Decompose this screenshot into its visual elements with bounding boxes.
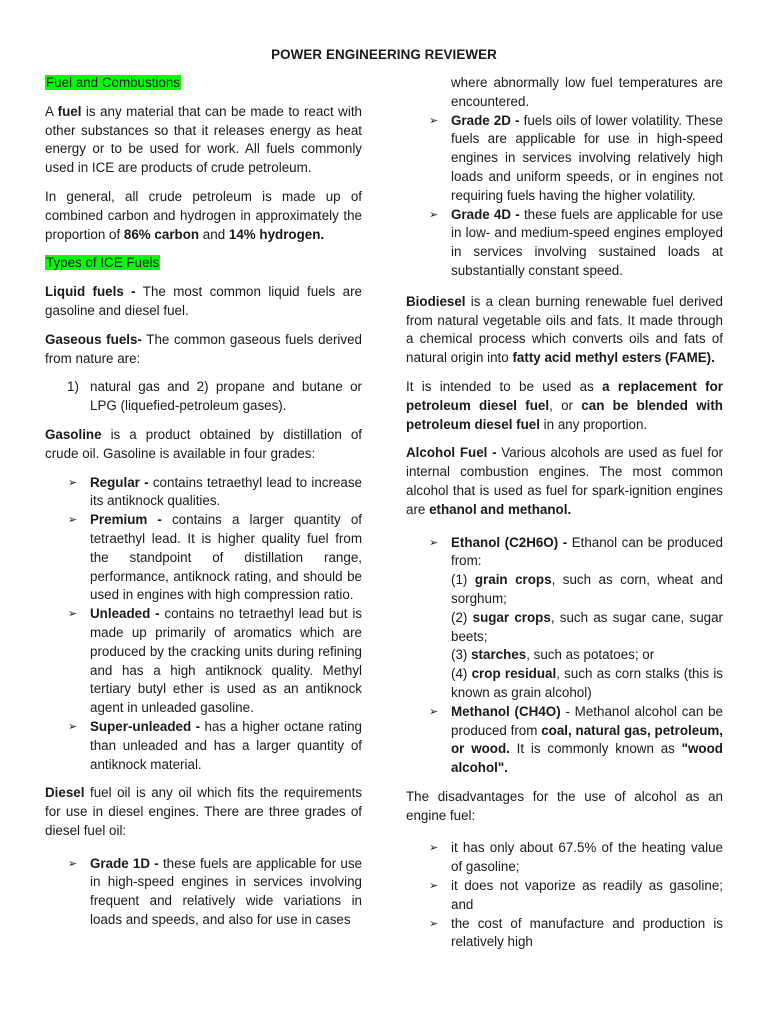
ethanol-source: (1) grain crops, such as corn, wheat and sorghum; xyxy=(451,572,723,606)
gasoline-paragraph: Gasoline is a product obtained by distillation of crude oil. Gasoline is available in four grades: xyxy=(45,426,362,461)
fuel-definition: A fuel is any material that can be made to react with other substances so that it releases energy as heat energy or to be used for work. All fuels commonly used in ICE are products of crude petroleum. xyxy=(45,103,362,176)
arrow-bullet-icon: ➢ xyxy=(68,608,78,621)
list-item-ethanol: ➢ Ethanol (C2H6O) - Ethanol can be produced from: (1) grain crops, such as corn, wheat and sorghum; (2) sugar crops, such as sugar cane, sugar beets; (3) starches, such as potatoes; or (4) crop residual, such as corn stalks (this is known as grain alcohol) xyxy=(406,534,723,703)
arrow-bullet-icon: ➢ xyxy=(68,476,78,489)
arrow-bullet-icon: ➢ xyxy=(429,705,439,718)
ethanol-source: (4) crop residual, such as corn stalks (this is known as grain alcohol) xyxy=(451,666,724,700)
arrow-bullet-icon: ➢ xyxy=(429,880,439,893)
section-heading: Fuel and Combustions xyxy=(46,75,180,90)
arrow-bullet-icon: ➢ xyxy=(429,114,439,127)
list-item: ➢ Grade 4D - these fuels are applicable for use in low- and medium-speed engines employed in services involving sustained loads at substantially constant speed. xyxy=(429,206,723,278)
list-item: ➢ Unleaded - contains no tetraethyl lead but is made up primarily of aromatics which are produced by the cracking units during refining and has a high antiknock quality. Methyl tertiary butyl ether is used as an antiknock agent in unleaded gasoline. xyxy=(68,606,362,716)
heading-fuel-and-combustions xyxy=(45,74,362,93)
list-item-continued: where abnormally low fuel temperatures are encountered. xyxy=(451,75,723,109)
diesel-grades-continued xyxy=(406,74,723,281)
list-item: ➢ Grade 1D - these fuels are applicable for use in high-speed engines in services involving frequent and relatively wide variations in loads and speeds, and also for use in cases xyxy=(68,855,362,928)
heading-types-of-ice-fuels xyxy=(45,254,362,273)
arrow-bullet-icon: ➢ xyxy=(429,536,439,549)
arrow-bullet-icon: ➢ xyxy=(429,917,439,930)
right-column xyxy=(406,74,723,962)
intended-use-paragraph: It is intended to be used as a replacement for petroleum diesel fuel, or can be blended with petroleum diesel fuel in any proportion. xyxy=(406,378,723,432)
left-column xyxy=(45,74,362,940)
term-fuel: fuel xyxy=(57,103,82,119)
arrow-bullet-icon: ➢ xyxy=(68,857,78,870)
gasoline-grades-list xyxy=(45,474,362,775)
list-item: ➢ Regular - contains tetraethyl lead to increase its antiknock qualities. xyxy=(68,474,362,509)
alcohol-fuel-paragraph: Alcohol Fuel - Various alcohols are used as fuel for internal combustion engines. The most common alcohol that is used as fuel for spark-ignition engines are ethanol and methanol. xyxy=(406,445,723,517)
alcohol-types-list xyxy=(406,534,723,778)
list-item: ➢ Super-unleaded - has a higher octane rating than unleaded and has a larger quantity of antiknock material. xyxy=(68,718,362,772)
disadvantages-intro: The disadvantages for the use of alcohol as an engine fuel: xyxy=(406,788,723,823)
diesel-paragraph: Diesel fuel oil is any oil which fits the requirements for use in diesel engines. There are three grades of diesel fuel oil: xyxy=(45,785,362,838)
list-item: ➢ Grade 2D - fuels oils of lower volatility. These fuels are applicable for use in high-speed engines in services involving relatively high loads and uniform speeds, or in engines not requiring fuels having the higher volatility. xyxy=(429,112,724,203)
list-item: ➢ it has only about 67.5% of the heating value of gasoline; xyxy=(429,840,723,875)
arrow-bullet-icon: ➢ xyxy=(429,208,439,221)
ethanol-source: (2) sugar crops, such as sugar cane, sugar beets; xyxy=(451,609,723,644)
crude-petroleum-paragraph: In general, all crude petroleum is made up of combined carbon and hydrogen in approximately the proportion of 86% carbon and 14% hydrogen. xyxy=(45,188,362,242)
arrow-bullet-icon: ➢ xyxy=(68,720,78,733)
disadvantages-list xyxy=(406,839,723,952)
gaseous-fuels-paragraph: Gaseous fuels- The common gaseous fuels derived from nature are: xyxy=(45,331,362,366)
list-item-methanol: ➢ Methanol (CH4O) - Methanol alcohol can be produced from coal, natural gas, petroleum, or wood. It is commonly known as "wood alcohol". xyxy=(429,703,723,776)
list-item: ➢ it does not vaporize as readily as gasoline; and xyxy=(429,878,723,912)
arrow-bullet-icon: ➢ xyxy=(429,842,439,855)
gaseous-fuels-list xyxy=(45,378,362,416)
arrow-bullet-icon: ➢ xyxy=(68,514,78,527)
list-item: ➢ the cost of manufacture and production is relatively high xyxy=(429,915,723,950)
ethanol-source: (3) starches, such as potatoes; or xyxy=(451,647,655,663)
list-item: 1) natural gas and 2) propane and butane or LPG (liquefied-petroleum gases). xyxy=(67,379,362,414)
section-heading: Types of ICE Fuels xyxy=(46,255,160,271)
page-title: POWER ENGINEERING REVIEWER xyxy=(271,47,497,62)
biodiesel-paragraph: Biodiesel is a clean burning renewable fuel derived from natural vegetable oils and fats. It made through a chemical process which converts oils and fats of natural origin into fatty acid methyl esters (FAME). xyxy=(406,293,723,366)
list-item: ➢ Premium - contains a larger quantity of tetraethyl lead. It is higher quality fuel from the standpoint of distillation range, performance, antiknock rating, and should be used in engines with high compression ratio. xyxy=(68,512,363,603)
liquid-fuels-paragraph: Liquid fuels - The most common liquid fuels are gasoline and diesel fuel. xyxy=(45,284,362,318)
diesel-grades-list xyxy=(45,855,362,930)
